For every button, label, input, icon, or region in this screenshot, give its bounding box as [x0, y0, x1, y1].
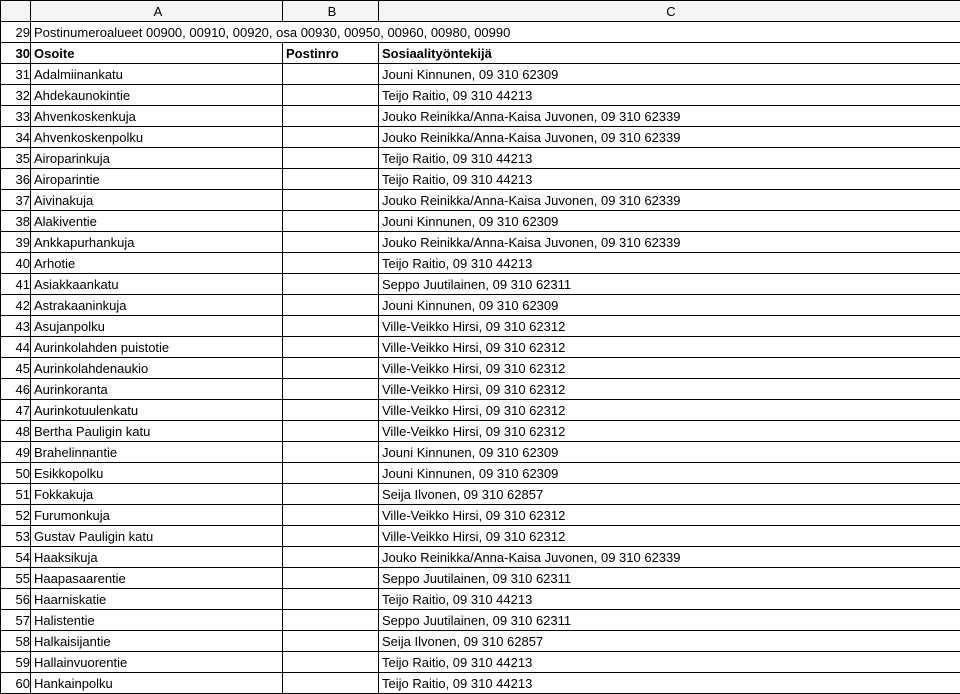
table-row	[1, 463, 960, 484]
row-number[interactable]: 57	[1, 610, 31, 631]
cell-osoite[interactable]: Halkaisijantie	[31, 631, 283, 652]
cell-postinro[interactable]	[283, 85, 379, 106]
cell-postinro[interactable]	[283, 673, 379, 694]
table-row	[1, 190, 960, 211]
row-number[interactable]: 54	[1, 547, 31, 568]
title-cell[interactable]: Postinumeroalueet 00900, 00910, 00920, osa 00930, 00950, 00960, 00980, 00990	[31, 22, 960, 43]
cell-postinro[interactable]	[283, 631, 379, 652]
cell-osoite[interactable]: Hallainvuorentie	[31, 652, 283, 673]
cell-postinro[interactable]	[283, 442, 379, 463]
row-number[interactable]: 34	[1, 127, 31, 148]
cell-sosiaalityontekija[interactable]: Jouko Reinikka/Anna-Kaisa Juvonen, 09 310 62339	[379, 106, 960, 127]
cell-postinro[interactable]	[283, 421, 379, 442]
cell-postinro[interactable]	[283, 295, 379, 316]
cell-sosiaalityontekija[interactable]: Jouni Kinnunen, 09 310 62309	[379, 463, 960, 484]
cell-osoite[interactable]: Aivinakuja	[31, 190, 283, 211]
cell-sosiaalityontekija[interactable]: Seija Ilvonen, 09 310 62857	[379, 631, 960, 652]
cell-osoite[interactable]: Fokkakuja	[31, 484, 283, 505]
column-header-a[interactable]: A	[31, 1, 283, 22]
row-number[interactable]: 42	[1, 295, 31, 316]
cell-sosiaalityontekija[interactable]: Seppo Juutilainen, 09 310 62311	[379, 274, 960, 295]
table-row	[1, 169, 960, 190]
cell-osoite[interactable]: Brahelinnantie	[31, 442, 283, 463]
row-number[interactable]: 41	[1, 274, 31, 295]
row-number[interactable]: 44	[1, 337, 31, 358]
cell-osoite[interactable]: Furumonkuja	[31, 505, 283, 526]
cell-osoite[interactable]: Haapasaarentie	[31, 568, 283, 589]
cell-osoite[interactable]: Gustav Pauligin katu	[31, 526, 283, 547]
cell-osoite[interactable]: Astrakaaninkuja	[31, 295, 283, 316]
row-number[interactable]: 43	[1, 316, 31, 337]
table-row	[1, 127, 960, 148]
cell-postinro[interactable]	[283, 316, 379, 337]
row-number[interactable]: 32	[1, 85, 31, 106]
cell-sosiaalityontekija[interactable]: Teijo Raitio, 09 310 44213	[379, 253, 960, 274]
cell-osoite[interactable]: Adalmiinankatu	[31, 64, 283, 85]
table-row	[1, 232, 960, 253]
table-row	[1, 85, 960, 106]
row-number[interactable]: 39	[1, 232, 31, 253]
row-number[interactable]: 46	[1, 379, 31, 400]
cell-postinro[interactable]	[283, 610, 379, 631]
row-number[interactable]: 51	[1, 484, 31, 505]
table-row	[1, 421, 960, 442]
table-row	[1, 316, 960, 337]
cell-osoite[interactable]: Alakiventie	[31, 211, 283, 232]
table-row	[1, 358, 960, 379]
row-number[interactable]: 55	[1, 568, 31, 589]
title-row	[1, 22, 960, 43]
row-number[interactable]: 36	[1, 169, 31, 190]
cell-sosiaalityontekija[interactable]: Ville-Veikko Hirsi, 09 310 62312	[379, 400, 960, 421]
cell-sosiaalityontekija[interactable]: Jouni Kinnunen, 09 310 62309	[379, 211, 960, 232]
cell-postinro[interactable]	[283, 379, 379, 400]
column-header-row	[1, 1, 960, 22]
table-row	[1, 64, 960, 85]
table-row	[1, 211, 960, 232]
row-number[interactable]: 50	[1, 463, 31, 484]
row-number[interactable]: 37	[1, 190, 31, 211]
cell-postinro[interactable]	[283, 505, 379, 526]
cell-sosiaalityontekija[interactable]: Jouni Kinnunen, 09 310 62309	[379, 442, 960, 463]
cell-sosiaalityontekija[interactable]: Jouko Reinikka/Anna-Kaisa Juvonen, 09 310 62339	[379, 190, 960, 211]
cell-postinro[interactable]	[283, 589, 379, 610]
cell-osoite[interactable]: Hankainpolku	[31, 673, 283, 694]
cell-postinro[interactable]	[283, 484, 379, 505]
table-row	[1, 631, 960, 652]
cell-postinro[interactable]	[283, 358, 379, 379]
cell-osoite[interactable]: Esikkopolku	[31, 463, 283, 484]
cell-sosiaalityontekija[interactable]: Seija Ilvonen, 09 310 62857	[379, 484, 960, 505]
select-all-corner[interactable]	[1, 1, 31, 22]
cell-osoite[interactable]: Asujanpolku	[31, 316, 283, 337]
cell-sosiaalityontekija[interactable]: Jouko Reinikka/Anna-Kaisa Juvonen, 09 310 62339	[379, 127, 960, 148]
cell-postinro[interactable]	[283, 211, 379, 232]
row-number[interactable]: 31	[1, 64, 31, 85]
cell-sosiaalityontekija[interactable]: Ville-Veikko Hirsi, 09 310 62312	[379, 358, 960, 379]
row-number[interactable]: 33	[1, 106, 31, 127]
cell-sosiaalityontekija[interactable]: Seppo Juutilainen, 09 310 62311	[379, 610, 960, 631]
column-header-c[interactable]: C	[379, 1, 960, 22]
cell-osoite[interactable]: Aurinkolahdenaukio	[31, 358, 283, 379]
header-cell-postinro[interactable]: Postinro	[283, 43, 379, 64]
cell-postinro[interactable]	[283, 547, 379, 568]
row-number[interactable]: 48	[1, 421, 31, 442]
cell-osoite[interactable]: Aurinkoranta	[31, 379, 283, 400]
cell-osoite[interactable]: Ahdekaunokintie	[31, 85, 283, 106]
table-row	[1, 274, 960, 295]
cell-postinro[interactable]	[283, 337, 379, 358]
cell-postinro[interactable]	[283, 127, 379, 148]
cell-sosiaalityontekija[interactable]: Teijo Raitio, 09 310 44213	[379, 589, 960, 610]
row-number[interactable]: 60	[1, 673, 31, 694]
table-row	[1, 526, 960, 547]
cell-postinro[interactable]	[283, 232, 379, 253]
table-row	[1, 148, 960, 169]
cell-osoite[interactable]: Ankkapurhankuja	[31, 232, 283, 253]
row-number[interactable]: 30	[1, 43, 31, 64]
cell-sosiaalityontekija[interactable]: Teijo Raitio, 09 310 44213	[379, 673, 960, 694]
table-row	[1, 379, 960, 400]
table-row	[1, 505, 960, 526]
cell-osoite[interactable]: Bertha Pauligin katu	[31, 421, 283, 442]
cell-sosiaalityontekija[interactable]: Teijo Raitio, 09 310 44213	[379, 652, 960, 673]
cell-postinro[interactable]	[283, 64, 379, 85]
cell-sosiaalityontekija[interactable]: Ville-Veikko Hirsi, 09 310 62312	[379, 379, 960, 400]
header-cell-sosiaalityontekija[interactable]: Sosiaalityöntekijä	[379, 43, 960, 64]
row-number[interactable]: 52	[1, 505, 31, 526]
cell-osoite[interactable]: Haaksikuja	[31, 547, 283, 568]
cell-postinro[interactable]	[283, 190, 379, 211]
cell-sosiaalityontekija[interactable]: Ville-Veikko Hirsi, 09 310 62312	[379, 526, 960, 547]
cell-sosiaalityontekija[interactable]: Jouko Reinikka/Anna-Kaisa Juvonen, 09 310 62339	[379, 232, 960, 253]
cell-sosiaalityontekija[interactable]: Seppo Juutilainen, 09 310 62311	[379, 568, 960, 589]
column-header-b[interactable]: B	[283, 1, 379, 22]
table-row	[1, 337, 960, 358]
cell-postinro[interactable]	[283, 148, 379, 169]
cell-postinro[interactable]	[283, 106, 379, 127]
table-row	[1, 400, 960, 421]
cell-osoite[interactable]: Arhotie	[31, 253, 283, 274]
cell-osoite[interactable]: Airoparintie	[31, 169, 283, 190]
cell-osoite[interactable]: Aurinkotuulenkatu	[31, 400, 283, 421]
cell-osoite[interactable]: Aurinkolahden puistotie	[31, 337, 283, 358]
row-number[interactable]: 53	[1, 526, 31, 547]
row-number[interactable]: 47	[1, 400, 31, 421]
cell-sosiaalityontekija[interactable]: Jouni Kinnunen, 09 310 62309	[379, 295, 960, 316]
cell-sosiaalityontekija[interactable]: Ville-Veikko Hirsi, 09 310 62312	[379, 421, 960, 442]
cell-postinro[interactable]	[283, 526, 379, 547]
cell-postinro[interactable]	[283, 169, 379, 190]
cell-postinro[interactable]	[283, 274, 379, 295]
cell-sosiaalityontekija[interactable]: Teijo Raitio, 09 310 44213	[379, 148, 960, 169]
cell-sosiaalityontekija[interactable]: Ville-Veikko Hirsi, 09 310 62312	[379, 337, 960, 358]
header-row	[1, 43, 960, 64]
row-number[interactable]: 58	[1, 631, 31, 652]
row-number[interactable]: 35	[1, 148, 31, 169]
table-row	[1, 547, 960, 568]
cell-sosiaalityontekija[interactable]: Teijo Raitio, 09 310 44213	[379, 169, 960, 190]
row-number[interactable]: 59	[1, 652, 31, 673]
cell-postinro[interactable]	[283, 253, 379, 274]
cell-sosiaalityontekija[interactable]: Jouni Kinnunen, 09 310 62309	[379, 64, 960, 85]
row-number[interactable]: 29	[1, 22, 31, 43]
table-row	[1, 610, 960, 631]
row-number[interactable]: 49	[1, 442, 31, 463]
table-row	[1, 484, 960, 505]
cell-postinro[interactable]	[283, 568, 379, 589]
cell-sosiaalityontekija[interactable]: Ville-Veikko Hirsi, 09 310 62312	[379, 505, 960, 526]
table-row	[1, 253, 960, 274]
table-row	[1, 589, 960, 610]
row-number[interactable]: 56	[1, 589, 31, 610]
cell-osoite[interactable]: Halistentie	[31, 610, 283, 631]
table-row	[1, 295, 960, 316]
cell-postinro[interactable]	[283, 463, 379, 484]
cell-osoite[interactable]: Asiakkaankatu	[31, 274, 283, 295]
table-row	[1, 673, 960, 694]
table-row	[1, 568, 960, 589]
table-row	[1, 652, 960, 673]
cell-postinro[interactable]	[283, 400, 379, 421]
cell-osoite[interactable]: Airoparinkuja	[31, 148, 283, 169]
cell-sosiaalityontekija[interactable]: Ville-Veikko Hirsi, 09 310 62312	[379, 316, 960, 337]
row-number[interactable]: 45	[1, 358, 31, 379]
cell-postinro[interactable]	[283, 652, 379, 673]
table-row	[1, 106, 960, 127]
cell-sosiaalityontekija[interactable]: Teijo Raitio, 09 310 44213	[379, 85, 960, 106]
cell-osoite[interactable]: Haarniskatie	[31, 589, 283, 610]
row-number[interactable]: 40	[1, 253, 31, 274]
cell-sosiaalityontekija[interactable]: Jouko Reinikka/Anna-Kaisa Juvonen, 09 310 62339	[379, 547, 960, 568]
row-number[interactable]: 38	[1, 211, 31, 232]
cell-osoite[interactable]: Ahvenkoskenpolku	[31, 127, 283, 148]
cell-osoite[interactable]: Ahvenkoskenkuja	[31, 106, 283, 127]
table-row	[1, 442, 960, 463]
header-cell-osoite[interactable]: Osoite	[31, 43, 283, 64]
